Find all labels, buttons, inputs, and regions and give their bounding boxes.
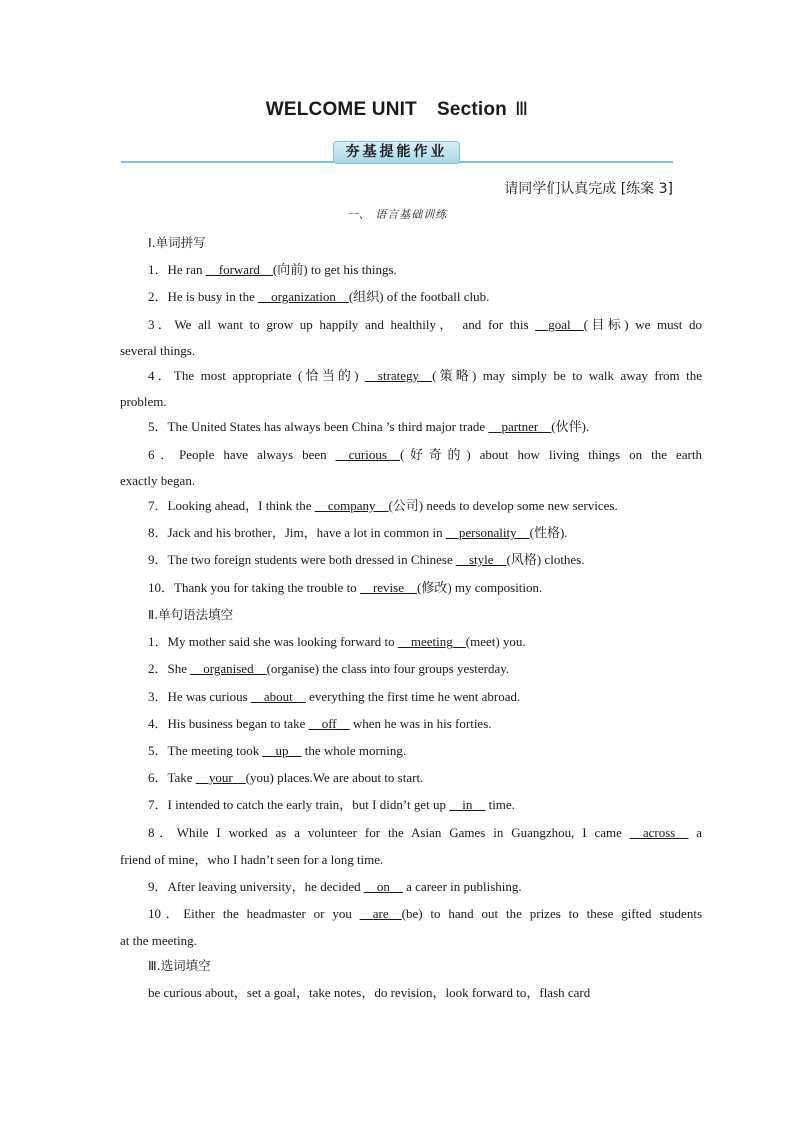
part1-item-10 [120,580,702,596]
part1-item-3 [120,317,702,333]
answer-blank: __organised__ [190,661,267,676]
item-text: 4．His business began to take [148,716,309,731]
title-roman: Ⅲ [514,99,529,120]
part1-item-2 [120,289,702,305]
item-text: 6．Take [148,770,196,785]
part1-item-7 [120,498,702,514]
title-section: Section [436,99,507,120]
item-text: (be) to hand out the prizes to these gifted students [401,906,702,921]
part1-item-4-cont: problem. [120,394,167,409]
part1-item-4 [120,368,702,384]
part1-heading: Ⅰ.单词拼写 [148,235,206,250]
part1-item-5 [120,419,702,435]
answer-blank: __up__ [262,743,302,758]
part1-item-9 [120,552,702,568]
item-text: 4．The most appropriate (恰当的) [148,368,365,383]
item-text: 9．After leaving university，he decided [148,879,364,894]
item-text: (you) places.We are about to start. [245,770,424,785]
item-text: 5．The meeting took [148,743,263,758]
part2-item-2 [120,661,702,677]
part2-item-9 [120,879,702,895]
part1-item-6-cont: exactly began. [120,473,196,488]
answer-blank: __company__ [314,498,389,513]
item-text: (伙伴). [551,419,590,434]
answer-blank: __on__ [363,879,403,894]
answer-blank: __personality__ [445,525,530,540]
answer-blank: __revise__ [359,580,417,595]
item-text: 2．He is busy in the [148,289,259,304]
part1-item-6 [120,447,702,463]
item-text: 3．He was curious [148,689,251,704]
answer-blank: __style__ [455,552,507,567]
title-main: WELCOME UNIT [265,99,417,120]
item-text: when he was in his forties. [349,716,492,731]
part2-item-1 [120,634,702,650]
answer-blank: __meeting__ [397,634,466,649]
answer-blank: __goal__ [535,317,584,332]
item-text: everything the first time he went abroad. [305,689,521,704]
part2-item-6 [120,770,702,786]
item-text: (向前) to get his things. [272,262,397,277]
item-text: 8．Jack and his brother，Jim，have a lot in common in [148,525,446,540]
item-text: (修改) my composition. [416,580,543,595]
item-text: 1．He ran [148,262,206,277]
answer-blank: __are__ [359,906,402,921]
answer-blank: __organization__ [258,289,349,304]
answer-blank: __your__ [195,770,246,785]
part3-heading: Ⅲ.选词填空 [148,958,211,973]
part2-item-10 [120,906,702,922]
part2-item-8 [120,825,702,841]
item-text: 3．We all want to grow up happily and healthily， and for this [148,317,536,332]
item-text: time. [485,797,515,812]
item-text: (公司) needs to develop some new services. [388,498,618,513]
item-text: 7．Looking ahead，I think the [148,498,315,513]
answer-blank: __curious__ [335,447,400,462]
part2-heading: Ⅱ.单句语法填空 [148,607,234,622]
part1-item-1 [120,262,702,278]
item-text: (性格). [529,525,568,540]
instruction-note: 请同学们认真完成 [练案 3] [504,181,673,197]
answer-blank: __strategy__ [364,368,433,383]
item-text: 1．My mother said she was looking forward to [148,634,398,649]
part2-item-5 [120,743,702,759]
page-title [0,98,794,121]
part1-item-8 [120,525,702,541]
item-text: a [688,825,702,840]
part3-phrase-bank: be curious about，set a goal，take notes，do revision，look forward to，flash card [148,985,591,1000]
subtitle: 一、 语言基础训练 [346,208,448,221]
item-text: (organise) the class into four groups yesterday. [266,661,510,676]
answer-blank: __across__ [629,825,689,840]
item-text: 10．Either the headmaster or you [148,906,360,921]
item-text: 10．Thank you for taking the trouble to [148,580,360,595]
item-text: 2．She [148,661,191,676]
item-text: 6．People have always been [148,447,336,462]
part2-item-8-cont: friend of mine，who I hadn’t seen for a long time. [120,852,384,867]
item-text: (好奇的) about how living things on the earth [399,447,702,462]
answer-blank: __in__ [449,797,486,812]
item-text: (目标) we must do [583,317,702,332]
answer-blank: __forward__ [205,262,273,277]
item-text: 9．The two foreign students were both dressed in Chinese [148,552,456,567]
item-text: a career in publishing. [402,879,522,894]
part2-item-10-cont: at the meeting. [120,933,197,948]
item-text: the whole morning. [301,743,407,758]
item-text: 5．The United States has always been China ’s third major trade [148,419,489,434]
answer-blank: __partner__ [488,419,552,434]
part2-item-7 [120,797,702,813]
part2-item-3 [120,689,702,705]
item-text: (策略) may simply be to walk away from the [432,368,702,383]
item-text: (meet) you. [465,634,526,649]
part2-item-4 [120,716,702,732]
item-text: 7．I intended to catch the early train，but I didn’t get up [148,797,450,812]
answer-blank: __about__ [250,689,306,704]
section-banner: 夯基提能作业 [333,141,460,164]
item-text: (组织) of the football club. [348,289,490,304]
part1-item-3-cont: several things. [120,343,196,358]
item-text: 8．While I worked as a volunteer for the Asian Games in Guangzhou, I came [148,825,630,840]
item-text: (风格) clothes. [506,552,585,567]
answer-blank: __off__ [308,716,350,731]
